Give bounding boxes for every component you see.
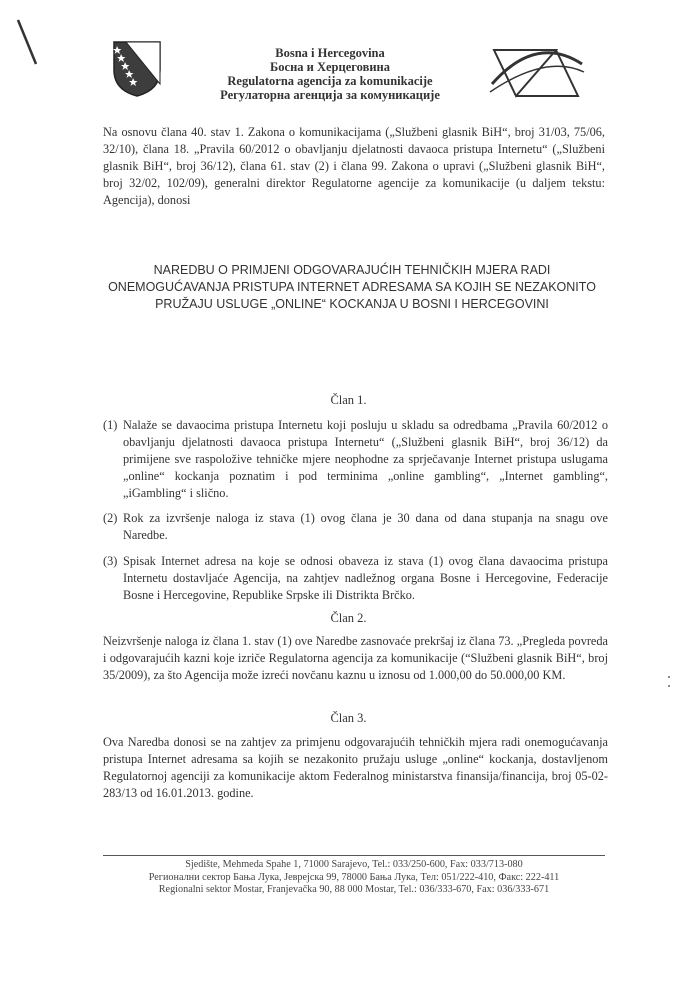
article-1-heading: Član 1. bbox=[330, 393, 367, 407]
item-text: Spisak Internet adresa na koje se odnosi obaveza iz stava (1) ovog člana davaocima pristupa Internetu dostavljaće Agencija, na zahtjev nadležnog organa Bosne i Hercegovine, Federacije Bosne i Hercegovine, Republike Srpske ili Distrikta Brčko. bbox=[123, 554, 608, 602]
rak-logo-icon bbox=[486, 44, 586, 104]
document-title: NAREDBU O PRIMJENI ODGOVARAJUĆIH TEHNIČKIH MJERA RADI ONEMOGUĆAVANJA PRISTUPA INTERNET ADRESAMA SA KOJIH SE NEZAKONITO PRUŽAJU USLUGE „ONLINE“ KOCKANJA U BOSNI I HERCEGOVINI bbox=[108, 263, 596, 311]
footer-line-1: Sjedište, Mehmeda Spahe 1, 71000 Sarajevo, Tel.: 033/250-600, Fax: 033/713-080 bbox=[185, 859, 523, 870]
article-2-text: Neizvršenje naloga iz člana 1. stav (1) ove Naredbe zasnovaće prekršaj iz člana 73. „Pregleda povreda i odgovarajućih kazni koje izriče Regulatorna agencija za komunikacije (“Službeni glasnik BiH“, broj 35/2009), za što Agencija može izreći novčanu kaznu u iznosu od 1.000,00 do 50.000,00 KM. bbox=[103, 634, 608, 682]
article-2-heading: Član 2. bbox=[330, 611, 367, 625]
header-line-1: Bosna i Hercegovina bbox=[275, 46, 385, 60]
margin-dot-marks bbox=[667, 674, 671, 694]
article-1-item-2 bbox=[103, 510, 608, 544]
footer-line-3: Regionalni sektor Mostar, Franjevačka 90, 88 000 Mostar, Tel.: 036/333-670, Fax: 036/333-671 bbox=[158, 884, 550, 895]
bih-coat-of-arms-icon bbox=[112, 40, 162, 98]
footer-divider bbox=[103, 855, 605, 856]
intro-paragraph: Na osnovu člana 40. stav 1. Zakona o komunikacijama („Službeni glasnik BiH“, broj 31/03, 75/06, 32/10), člana 18. „Pravila 60/2012 o obavljanju djelatnosti davaoca pristupa Internetu“ („Službeni glasnik BiH“, broj 36/12), člana 61. stav (2) i člana 99. Zakona o upravi („Službeni glasnik BiH“, broj 32/02, 102/09), generalni direktor Regulatorne agencije za komunikacije (u daljem tekstu: Agencija), donosi bbox=[103, 125, 605, 207]
article-3-heading: Član 3. bbox=[330, 711, 367, 725]
header-line-4: Регулаторна агенција за комуникације bbox=[220, 88, 440, 102]
footer-line-2: Регионални сектор Бања Лука, Јеврејска 99, 78000 Бања Лука, Тел: 051/222-410, Факс: 222-411 bbox=[148, 871, 560, 883]
article-1-item-3 bbox=[103, 553, 608, 604]
article-3-text: Ova Naredba donosi se na zahtjev za primjenu odgovarajućih tehničkih mjera radi onemogućavanja pristupa Internet adresama sa kojih se nezakonito pružaju usluge „online“ kockanja, dostavljenom Regulatornoj agenciji za komunikacije aktom Federalnog ministarstva finansija/financija, broj 05-02-283/13 od 16.01.2013. godine. bbox=[103, 735, 608, 800]
footer-addresses bbox=[103, 859, 605, 897]
item-number: (2) bbox=[103, 511, 118, 525]
item-number: (1) bbox=[103, 418, 118, 432]
item-text: Nalaže se davaocima pristupa Internetu koji posluju u skladu sa odredbama „Pravila 60/2012 o obavljanju djelatnosti davaoca pristupa Internetu“ („Službeni glasnik BiH“, broj 36/12) da primijene sve raspoložive tehničke mjere neophodne za sprječavanje Internet pristupa uslugama „online“ kockanja poznatim i pod terminima „online gambling“, „Internet gambling“, „iGambling“ i slično. bbox=[123, 418, 608, 500]
item-number: (3) bbox=[103, 554, 118, 568]
agency-header bbox=[180, 46, 480, 102]
header-line-3: Regulatorna agencija za komunikacije bbox=[227, 74, 433, 88]
header-line-2: Босна и Херцеговина bbox=[270, 60, 390, 74]
item-text: Rok za izvršenje naloga iz stava (1) ovog člana je 30 dana od dana stupanja na snagu ove Naredbe. bbox=[123, 511, 608, 542]
article-1-item-1 bbox=[103, 417, 608, 502]
scan-mark-icon bbox=[14, 18, 44, 68]
